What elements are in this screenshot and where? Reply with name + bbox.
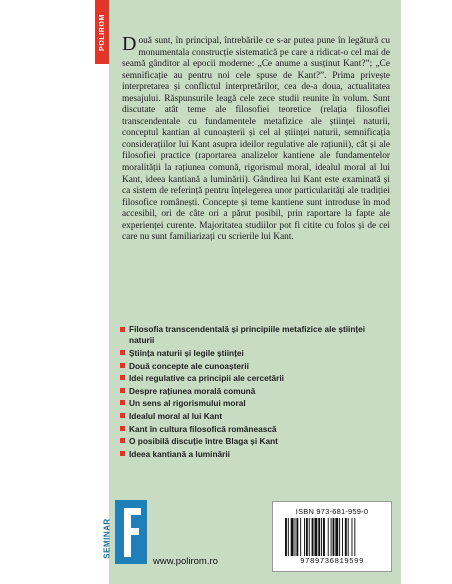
isbn-label: ISBN 973-681-959-0 — [295, 507, 369, 516]
red-bullet-icon — [120, 413, 125, 418]
contents-item: O posibilă discuție între Blaga și Kant — [120, 435, 390, 448]
isbn-barcode-box — [272, 501, 392, 572]
red-bullet-icon — [120, 400, 125, 405]
contents-item: Un sens al rigorismului moral — [120, 397, 390, 410]
red-bullet-icon — [120, 451, 125, 456]
red-bullet-icon — [120, 426, 125, 431]
seminar-f-logo-icon — [115, 500, 147, 564]
contents-item: Idei regulative ca principii ale cercetării — [120, 372, 390, 385]
series-label: SEMINAR — [102, 517, 112, 559]
publisher-name: POLIROM — [98, 13, 106, 51]
description-text — [122, 33, 390, 244]
red-bullet-icon — [120, 438, 125, 443]
contents-item: Două concepte ale cunoașterii — [120, 360, 390, 373]
description-dropcap: D — [122, 33, 137, 55]
contents-item: Idealul moral al lui Kant — [120, 410, 390, 423]
publisher-tab — [95, 0, 109, 64]
contents-list — [120, 324, 390, 460]
description-body: ouă sunt, în principal, întrebările ce s-ar putea pune în legătură cu monumentala construcție sistematică pe care a ridicat-o cel mai de seamă gânditor al epocii moderne: „Ce anume a susținut Kant?”; „Ce semnificație au pentru noi cele spuse de Kant?”. Prima privește interpretarea și conflictul interpretărilor, cea de-a doua, actualitatea mesajului. Răspunsurile leagă cele zece studii reunite în volum. Sunt discutate atât teme ale filosofiei teoretice (relația filosofiei transcendentale cu fundamentele metafizice ale științei naturii, conceptul kantian al cunoașterii și cel al științei naturii, semnificația considerațiilor lui Kant asupra ideilor regulative ale rațiunii), cât și ale filosofiei practice (raportarea analizelor kantiene ale fundamentelor moralității la rațiunea comună, rigorismul moral, idealul moral al lui Kant, ideea kantiană a luminării). Gândirea lui Kant este examinată și ca sistem de referință pentru înțelegerea unor particularități ale tradiției filosofice românești. Concepte și teme kantiene sunt introduse în mod accesibil, ori de câte ori a părut posibil, prin raportare la fapte ale experienței curente. Majoritatea studiilor pot fi citite cu folos și de cei care nu sunt familiarizați cu scrierile lui Kant. — [122, 36, 390, 243]
red-bullet-icon — [120, 388, 125, 393]
red-bullet-icon — [120, 375, 125, 380]
red-bullet-icon — [120, 327, 125, 332]
publisher-website: www.polirom.ro — [153, 556, 218, 567]
contents-item: Ideea kantiană a luminării — [120, 448, 390, 461]
barcode-icon — [283, 518, 381, 556]
contents-item: Știința naturii și legile științei — [120, 347, 390, 360]
barcode-number: 9789736819599 — [300, 558, 364, 566]
contents-item: Kant în cultura filosofică românească — [120, 423, 390, 436]
contents-item: Filosofia transcendentală și principiile metafizice ale științei naturii — [120, 324, 390, 345]
red-bullet-icon — [120, 363, 125, 368]
red-bullet-icon — [120, 350, 125, 355]
contents-item: Despre rațiunea morală comună — [120, 385, 390, 398]
